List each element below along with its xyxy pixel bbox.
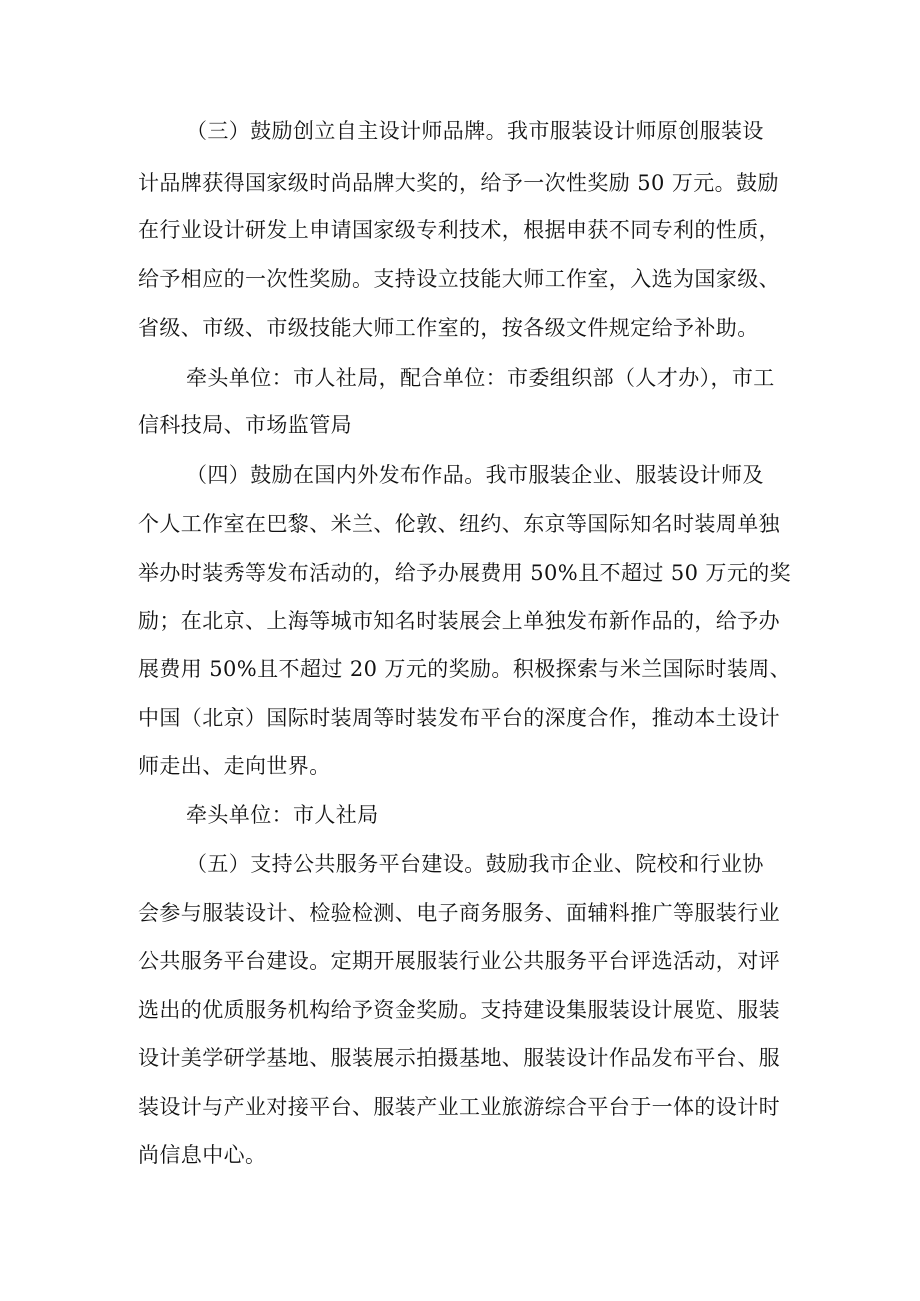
paragraph-line: 师走出、走向世界。 bbox=[138, 754, 331, 778]
paragraph-line: 展费用 50%且不超过 20 万元的奖励。积极探索与米兰国际时装周、 bbox=[138, 657, 792, 681]
paragraph-line: 会参与服装设计、检验检测、电子商务服务、面辅料推广等服装行业 bbox=[138, 901, 780, 925]
paragraph-line: （五）支持公共服务平台建设。鼓励我市企业、院校和行业协 bbox=[186, 852, 764, 876]
paragraph-line: 选出的优质服务机构给予资金奖励。支持建设集服装设计展览、服装 bbox=[138, 998, 780, 1022]
paragraph-line: 尚信息中心。 bbox=[138, 1143, 267, 1167]
paragraph-line: （三）鼓励创立自主设计师品牌。我市服装设计师原创服装设 bbox=[186, 119, 764, 143]
paragraph-line: 设计美学研学基地、服装展示拍摄基地、服装设计作品发布平台、服 bbox=[138, 1046, 780, 1070]
paragraph-line: 公共服务平台建设。定期开展服装行业公共服务平台评选活动，对评 bbox=[138, 949, 780, 973]
paragraph-line: 省级、市级、市级技能大师工作室的，按各级文件规定给予补助。 bbox=[138, 316, 759, 340]
lead-unit-line: 牵头单位：市人社局，配合单位：市委组织部（人才办），市工 bbox=[186, 366, 775, 390]
lead-unit-line: 牵头单位：市人社局 bbox=[186, 803, 379, 827]
paragraph-line: 中国（北京）国际时装周等时装发布平台的深度合作，推动本土设计 bbox=[138, 706, 780, 730]
paragraph-line: 举办时装秀等发布活动的，给予办展费用 50%且不超过 50 万元的奖 bbox=[138, 561, 792, 585]
paragraph-line: 装设计与产业对接平台、服装产业工业旅游综合平台于一体的设计时 bbox=[138, 1095, 780, 1119]
paragraph-line: 励；在北京、上海等城市知名时装展会上单独发布新作品的，给予办 bbox=[138, 609, 780, 633]
paragraph-line: 计品牌获得国家级时尚品牌大奖的，给予一次性奖励 50 万元。鼓励 bbox=[138, 171, 779, 195]
paragraph-line: （四）鼓励在国内外发布作品。我市服装企业、服装设计师及 bbox=[186, 463, 764, 487]
paragraph-line: 个人工作室在巴黎、米兰、伦敦、纽约、东京等国际知名时装周单独 bbox=[138, 512, 780, 536]
paragraph-line: 在行业设计研发上申请国家级专利技术，根据申获不同专利的性质， bbox=[138, 218, 780, 242]
paragraph-line: 给予相应的一次性奖励。支持设立技能大师工作室，入选为国家级、 bbox=[138, 267, 780, 291]
lead-unit-line: 信科技局、市场监管局 bbox=[138, 413, 352, 437]
